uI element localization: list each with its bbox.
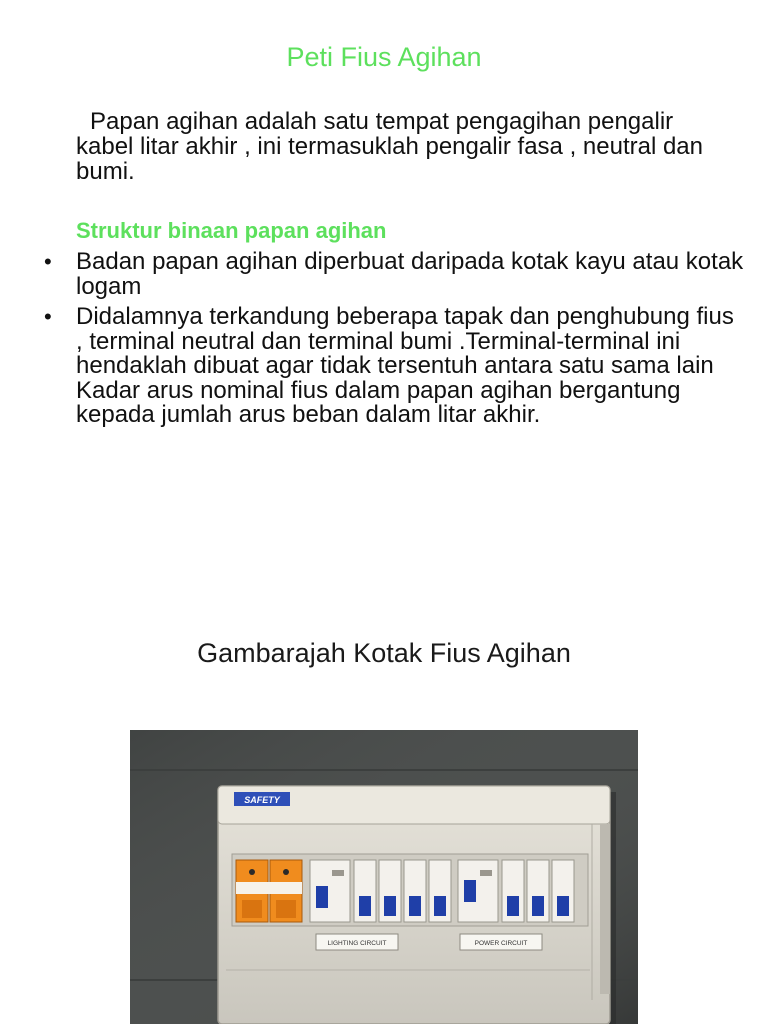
lighting-circuit-label: LIGHTING CIRCUIT [327, 940, 387, 947]
fuse-box-photo [130, 730, 638, 1024]
bullet-text: Badan papan agihan diperbuat daripada kotak kayu atau kotak logam [76, 248, 744, 300]
rcd-right [458, 860, 498, 922]
mcb-group-right [502, 860, 574, 922]
power-circuit-label: POWER CIRCUIT [474, 940, 528, 947]
bullet-item [44, 248, 746, 300]
bullet-list [44, 248, 746, 434]
bullet-item [44, 303, 746, 428]
distribution-box [218, 786, 610, 1024]
intro-paragraph: Papan agihan adalah satu tempat pengagihan pengalir kabel litar akhir , ini termasuklah pengalir fasa , neutral dan bumi. [76, 108, 703, 185]
bullet-marker: • [44, 249, 52, 274]
rcd-left [310, 860, 350, 922]
bullet-marker: • [44, 304, 52, 329]
figure-caption: Gambarajah Kotak Fius Agihan [197, 638, 571, 668]
slide-title: Peti Fius Agihan [286, 42, 482, 72]
section-subheading: Struktur binaan papan agihan [76, 218, 387, 243]
brand-label: SAFETY [244, 795, 280, 805]
bullet-text: Didalamnya terkandung beberapa tapak dan penghubung fius , terminal neutral dan terminal bumi .Terminal-terminal ini hendaklah dibuat agar tidak tersentuh antara satu sama lain Kadar arus nominal fius dalam papan agihan bergantung kepada jumlah arus beban dalam litar akhir. [76, 303, 734, 428]
